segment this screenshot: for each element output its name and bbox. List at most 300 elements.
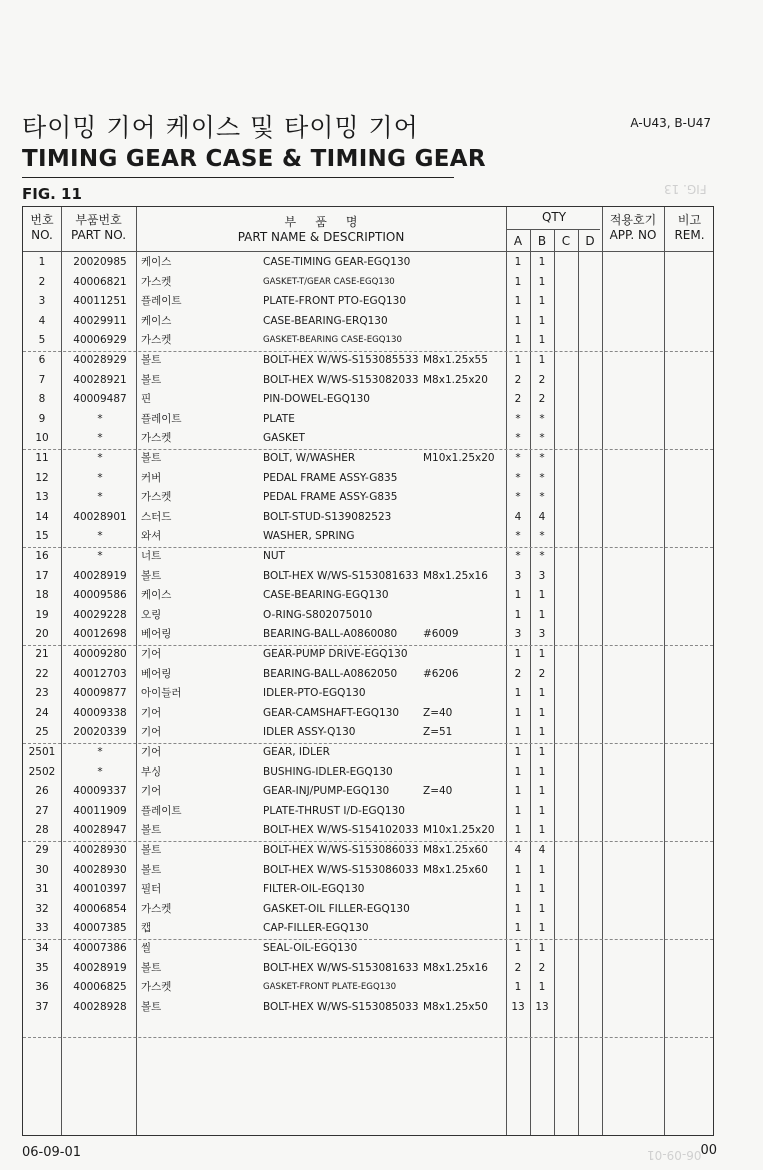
row-number: 18	[35, 589, 49, 602]
qty-a: 1	[514, 942, 522, 954]
row-number: 7	[38, 373, 46, 386]
qty-b: 4	[538, 510, 546, 523]
figure-number: FIG. 11	[22, 185, 82, 203]
row-number: 2502	[28, 765, 56, 778]
part-spec: #6009	[423, 628, 459, 641]
row-number: 17	[35, 569, 49, 582]
part-description: BEARING-BALL-A0860080	[263, 628, 398, 641]
qty-a: 1	[514, 608, 522, 621]
header-name-ko: 부 품 명	[284, 215, 358, 229]
table-row	[23, 723, 714, 743]
row-number: 14	[35, 510, 49, 523]
part-name-korean: 볼트	[141, 844, 162, 856]
row-number: 33	[35, 922, 49, 935]
table-row	[23, 998, 714, 1018]
qty-a: 1	[514, 314, 522, 327]
table-row	[23, 508, 714, 528]
part-number: 40009877	[73, 687, 127, 700]
row-number: 13	[35, 491, 49, 504]
row-number: 2	[38, 275, 46, 288]
part-name-korean: 와셔	[141, 530, 162, 543]
part-name-korean: 플레이트	[141, 412, 182, 425]
qty-b: 1	[538, 746, 546, 758]
table-row	[23, 292, 714, 312]
qty-b: 1	[538, 765, 546, 778]
header-no-en: NO.	[31, 228, 53, 242]
row-number: 29	[35, 844, 49, 856]
header-app-en: APP. NO	[609, 228, 657, 242]
qty-b: 1	[538, 648, 546, 660]
part-name-korean: 케이스	[141, 256, 172, 268]
part-name-korean: 기어	[141, 648, 162, 660]
part-number: 40028928	[73, 1000, 127, 1013]
qty-a: 1	[514, 824, 522, 837]
part-number: 40009487	[73, 393, 127, 406]
row-number: 12	[35, 471, 49, 484]
row-number: 31	[35, 883, 49, 896]
table-row	[23, 919, 714, 939]
qty-b: 2	[538, 667, 546, 680]
qty-a: 1	[514, 922, 522, 935]
row-number: 8	[38, 393, 46, 406]
bleed-through-footer: 06-09-01	[646, 1148, 701, 1162]
qty-a: 3	[514, 628, 522, 641]
part-spec: M8x1.25x16	[423, 961, 488, 974]
part-number: 40009337	[73, 785, 127, 798]
part-description: O-RING-S802075010	[263, 608, 373, 621]
table-row	[23, 351, 714, 371]
header-part-ko: 부품번호	[75, 213, 122, 227]
part-name-korean: 기어	[141, 706, 162, 719]
model-label: A-U43, B-U47	[630, 116, 711, 130]
table-row	[23, 880, 714, 900]
part-number: *	[97, 471, 103, 484]
part-spec: M8x1.25x16	[423, 569, 488, 582]
part-spec: M10x1.25x20	[423, 824, 495, 837]
part-number: 40029911	[73, 314, 127, 327]
part-name-korean: 가스켓	[141, 981, 172, 994]
table-row	[23, 939, 714, 959]
table-row	[23, 684, 714, 704]
part-name-korean: 볼트	[141, 569, 162, 582]
qty-a: 2	[514, 393, 522, 406]
part-number: 40028919	[73, 961, 127, 974]
qty-a: 1	[514, 785, 522, 798]
page-number: 00	[700, 1143, 717, 1158]
qty-a: 2	[514, 961, 522, 974]
part-name-korean: 씰	[141, 942, 152, 954]
part-number: 20020985	[73, 256, 127, 268]
row-number: 2501	[28, 746, 56, 758]
part-description: GASKET-OIL FILLER-EGQ130	[263, 902, 410, 915]
table-row	[23, 331, 714, 351]
part-spec: #6206	[423, 667, 459, 680]
table-row	[23, 488, 714, 508]
row-number: 34	[35, 942, 49, 954]
part-name-korean: 플레이트	[141, 295, 182, 308]
table-row	[23, 625, 714, 645]
qty-b: *	[539, 471, 545, 484]
qty-a: 1	[514, 295, 522, 308]
table-row	[23, 743, 714, 763]
part-name-korean: 볼트	[141, 373, 162, 386]
qty-a: *	[515, 491, 521, 504]
row-number: 21	[35, 648, 49, 660]
qty-b: 13	[535, 1000, 549, 1013]
row-number: 28	[35, 824, 49, 837]
footer-date: 06-09-01	[22, 1145, 82, 1160]
part-number: *	[97, 491, 103, 504]
part-name-korean: 가스켓	[141, 491, 172, 504]
qty-a: 1	[514, 648, 522, 660]
part-description: BEARING-BALL-A0862050	[263, 667, 398, 680]
part-name-korean: 볼트	[141, 961, 162, 974]
part-name-korean: 케이스	[141, 314, 172, 327]
row-number: 10	[35, 432, 49, 445]
part-description: BOLT-HEX W/WS-S153085533	[263, 354, 419, 366]
qty-b: *	[539, 491, 545, 504]
table-row	[23, 821, 714, 841]
page-title-korean: 타이밍 기어 케이스 및 타이밍 기어	[22, 113, 419, 142]
qty-a: 1	[514, 981, 522, 994]
table-row	[23, 567, 714, 587]
part-name-korean: 부싱	[141, 765, 162, 778]
part-spec: M8x1.25x60	[423, 863, 488, 876]
part-spec: M8x1.25x60	[423, 844, 488, 856]
part-number: *	[97, 432, 103, 445]
part-spec: M10x1.25x20	[423, 452, 495, 464]
header-no	[23, 213, 61, 243]
part-name-korean: 오링	[141, 608, 162, 621]
part-number: 20020339	[73, 726, 127, 739]
part-number: 40010397	[73, 883, 127, 896]
qty-b: *	[539, 412, 545, 425]
qty-b: 1	[538, 804, 546, 817]
table-row	[23, 429, 714, 449]
row-number: 25	[35, 726, 49, 739]
part-name-korean: 가스켓	[141, 334, 172, 347]
row-number: 24	[35, 706, 49, 719]
table-row	[23, 959, 714, 979]
part-number: 40029228	[73, 608, 127, 621]
part-name-korean: 베어링	[141, 628, 172, 641]
qty-a: *	[515, 550, 521, 562]
part-name-korean: 필터	[141, 883, 162, 896]
part-description: BOLT-STUD-S139082523	[263, 510, 392, 523]
part-name-korean: 기어	[141, 785, 162, 798]
qty-a: *	[515, 530, 521, 543]
qty-a: 13	[511, 1000, 525, 1013]
part-number: 40012698	[73, 628, 127, 641]
part-description: BOLT-HEX W/WS-S153082033	[263, 373, 419, 386]
qty-b: 4	[538, 844, 546, 856]
part-number: *	[97, 765, 103, 778]
header-qty-b: B	[537, 234, 547, 248]
table-row	[23, 802, 714, 822]
part-name-korean: 기어	[141, 726, 162, 739]
qty-a: 1	[514, 275, 522, 288]
qty-b: *	[539, 530, 545, 543]
part-name-korean: 기어	[141, 746, 162, 758]
qty-divider	[506, 229, 600, 230]
row-number: 22	[35, 667, 49, 680]
part-name-korean: 볼트	[141, 824, 162, 837]
part-description: PLATE	[263, 412, 295, 425]
part-number: 40028947	[73, 824, 127, 837]
table-row	[23, 606, 714, 626]
part-number: 40012703	[73, 667, 127, 680]
part-number: 40007386	[73, 942, 127, 954]
header-app-ko: 적용호기	[609, 213, 657, 227]
part-description: PEDAL FRAME ASSY-G835	[263, 491, 398, 504]
table-row	[23, 547, 714, 567]
table-row	[23, 312, 714, 332]
part-number: 40011251	[73, 295, 127, 308]
part-description: IDLER ASSY-Q130	[263, 726, 356, 739]
part-number: 40028930	[73, 844, 127, 856]
part-name-korean: 가스켓	[141, 432, 172, 445]
header-part-name	[136, 215, 506, 245]
row-number: 19	[35, 608, 49, 621]
part-spec: M8x1.25x55	[423, 354, 488, 366]
page-title-english: TIMING GEAR CASE & TIMING GEAR	[22, 146, 486, 172]
part-number: *	[97, 746, 103, 758]
qty-a: 1	[514, 804, 522, 817]
part-spec: Z=51	[423, 726, 453, 739]
part-description: GEAR-PUMP DRIVE-EGQ130	[263, 648, 408, 660]
part-description: GASKET	[263, 432, 305, 445]
table-row	[23, 253, 714, 273]
part-number: 40007385	[73, 922, 127, 935]
qty-b: 1	[538, 942, 546, 954]
group-separator	[23, 1037, 713, 1038]
part-number: 40028901	[73, 510, 127, 523]
row-number: 5	[38, 334, 46, 347]
table-row	[23, 527, 714, 547]
table-row	[23, 273, 714, 293]
header-qty-c: C	[561, 234, 571, 248]
part-number: 40009338	[73, 706, 127, 719]
row-number: 1	[38, 256, 46, 268]
part-number: 40006825	[73, 981, 127, 994]
row-number: 30	[35, 863, 49, 876]
part-description: IDLER-PTO-EGQ130	[263, 687, 366, 700]
header-rem-ko: 비고	[677, 213, 702, 227]
part-description: PEDAL FRAME ASSY-G835	[263, 471, 398, 484]
part-description: WASHER, SPRING	[263, 530, 355, 543]
qty-a: 1	[514, 883, 522, 896]
table-row	[23, 861, 714, 881]
qty-a: 1	[514, 256, 522, 268]
part-number: 40028930	[73, 863, 127, 876]
table-row	[23, 645, 714, 665]
part-number: *	[97, 550, 103, 562]
qty-a: 3	[514, 569, 522, 582]
row-number: 16	[35, 550, 49, 562]
part-number: 40028919	[73, 569, 127, 582]
qty-b: 1	[538, 922, 546, 935]
qty-a: 1	[514, 354, 522, 366]
part-description: GASKET-FRONT PLATE-EGQ130	[263, 982, 397, 993]
qty-b: 1	[538, 902, 546, 915]
bleed-through-figure-label: FIG. 13	[664, 182, 707, 196]
row-number: 35	[35, 961, 49, 974]
qty-b: 2	[538, 393, 546, 406]
part-name-korean: 아이들러	[141, 687, 182, 700]
part-description: CASE-BEARING-ERQ130	[263, 314, 388, 327]
row-number: 4	[38, 314, 46, 327]
part-description: GEAR, IDLER	[263, 746, 330, 758]
table-row	[23, 978, 714, 998]
part-description: GASKET-BEARING CASE-EGQ130	[263, 335, 402, 346]
table-row	[23, 763, 714, 783]
qty-b: 1	[538, 687, 546, 700]
header-no-ko: 번호	[30, 213, 54, 227]
part-number: 40006821	[73, 275, 127, 288]
qty-b: 1	[538, 863, 546, 876]
part-name-korean: 베어링	[141, 667, 172, 680]
qty-a: 1	[514, 726, 522, 739]
table-row	[23, 782, 714, 802]
part-description: GASKET-T/GEAR CASE-EGQ130	[263, 276, 395, 287]
qty-b: 1	[538, 589, 546, 602]
part-description: BOLT-HEX W/WS-S153085033	[263, 1000, 419, 1013]
qty-a: 1	[514, 589, 522, 602]
header-rem-en: REM.	[674, 228, 705, 242]
part-name-korean: 볼트	[141, 452, 162, 464]
part-description: FILTER-OIL-EGQ130	[263, 883, 365, 896]
qty-b: 1	[538, 295, 546, 308]
part-description: BOLT-HEX W/WS-S153081633	[263, 961, 419, 974]
row-number: 15	[35, 530, 49, 543]
part-name-korean: 스터드	[141, 510, 172, 523]
row-number: 11	[35, 452, 49, 464]
part-name-korean: 가스켓	[141, 902, 172, 915]
part-description: BOLT, W/WASHER	[263, 452, 356, 464]
part-description: BOLT-HEX W/WS-S154102033	[263, 824, 419, 837]
part-name-korean: 케이스	[141, 589, 172, 602]
qty-a: *	[515, 412, 521, 425]
qty-b: 1	[538, 706, 546, 719]
part-description: BUSHING-IDLER-EGQ130	[263, 765, 393, 778]
table-row	[23, 469, 714, 489]
row-number: 27	[35, 804, 49, 817]
header-name-en: PART NAME & DESCRIPTION	[237, 230, 405, 244]
qty-b: 1	[538, 334, 546, 347]
part-description: NUT	[263, 550, 285, 562]
table-row	[23, 410, 714, 430]
qty-b: 1	[538, 275, 546, 288]
part-number: 40006854	[73, 902, 127, 915]
qty-b: *	[539, 452, 545, 464]
header-part-no	[61, 213, 136, 243]
qty-b: 1	[538, 981, 546, 994]
qty-a: 1	[514, 746, 522, 758]
row-number: 26	[35, 785, 49, 798]
qty-a: 1	[514, 706, 522, 719]
part-name-korean: 볼트	[141, 1000, 162, 1013]
part-number: *	[97, 452, 103, 464]
row-number: 23	[35, 687, 49, 700]
qty-b: 2	[538, 373, 546, 386]
part-description: BOLT-HEX W/WS-S153086033	[263, 863, 419, 876]
header-app-no	[602, 213, 664, 243]
qty-a: 1	[514, 334, 522, 347]
part-number: *	[97, 412, 103, 425]
part-description: PIN-DOWEL-EGQ130	[263, 393, 370, 406]
qty-b: 1	[538, 785, 546, 798]
part-number: 40009280	[73, 648, 127, 660]
part-spec: M8x1.25x50	[423, 1000, 488, 1013]
part-name-korean: 커버	[141, 471, 162, 484]
part-description: PLATE-THRUST I/D-EGQ130	[263, 804, 405, 817]
table-row	[23, 586, 714, 606]
qty-a: *	[515, 471, 521, 484]
part-number: 40011909	[73, 804, 127, 817]
table-row	[23, 665, 714, 685]
part-number: 40028921	[73, 373, 127, 386]
part-spec: Z=40	[423, 785, 453, 798]
part-description: CASE-BEARING-EGQ130	[263, 589, 389, 602]
part-name-korean: 볼트	[141, 354, 162, 366]
qty-a: 2	[514, 373, 522, 386]
qty-a: 1	[514, 863, 522, 876]
part-description: GEAR-CAMSHAFT-EGQ130	[263, 706, 400, 719]
part-name-korean: 핀	[141, 393, 152, 406]
row-number: 37	[35, 1000, 49, 1013]
table-row	[23, 449, 714, 469]
part-number: *	[97, 530, 103, 543]
header-qty-a: A	[513, 234, 523, 248]
qty-b: 3	[538, 569, 546, 582]
qty-a: 2	[514, 667, 522, 680]
part-name-korean: 너트	[141, 550, 162, 562]
part-description: CASE-TIMING GEAR-EGQ130	[263, 256, 411, 268]
row-number: 3	[38, 295, 46, 308]
row-number: 9	[38, 412, 46, 425]
part-description: SEAL-OIL-EGQ130	[263, 942, 358, 954]
qty-b: 3	[538, 628, 546, 641]
qty-b: *	[539, 432, 545, 445]
part-description: GEAR-INJ/PUMP-EGQ130	[263, 785, 390, 798]
row-number: 36	[35, 981, 49, 994]
part-description: PLATE-FRONT PTO-EGQ130	[263, 295, 407, 308]
part-name-korean: 플레이트	[141, 804, 182, 817]
qty-b: *	[539, 550, 545, 562]
qty-b: 1	[538, 883, 546, 896]
table-row	[23, 841, 714, 861]
qty-a: *	[515, 432, 521, 445]
part-name-korean: 볼트	[141, 863, 162, 876]
table-row	[23, 390, 714, 410]
part-name-korean: 가스켓	[141, 275, 172, 288]
part-spec: Z=40	[423, 706, 453, 719]
header-qty-d: D	[585, 234, 595, 248]
table-row	[23, 371, 714, 391]
part-number: 40009586	[73, 589, 127, 602]
qty-b: 1	[538, 824, 546, 837]
qty-a: 1	[514, 902, 522, 915]
part-number: 40006929	[73, 334, 127, 347]
header-part-en: PART NO.	[70, 228, 127, 242]
qty-b: 1	[538, 314, 546, 327]
qty-b: 1	[538, 256, 546, 268]
row-number: 32	[35, 902, 49, 915]
header-qty: QTY	[541, 210, 567, 224]
row-number: 6	[38, 354, 46, 366]
qty-a: 1	[514, 765, 522, 778]
header-bottom-line	[23, 251, 713, 252]
